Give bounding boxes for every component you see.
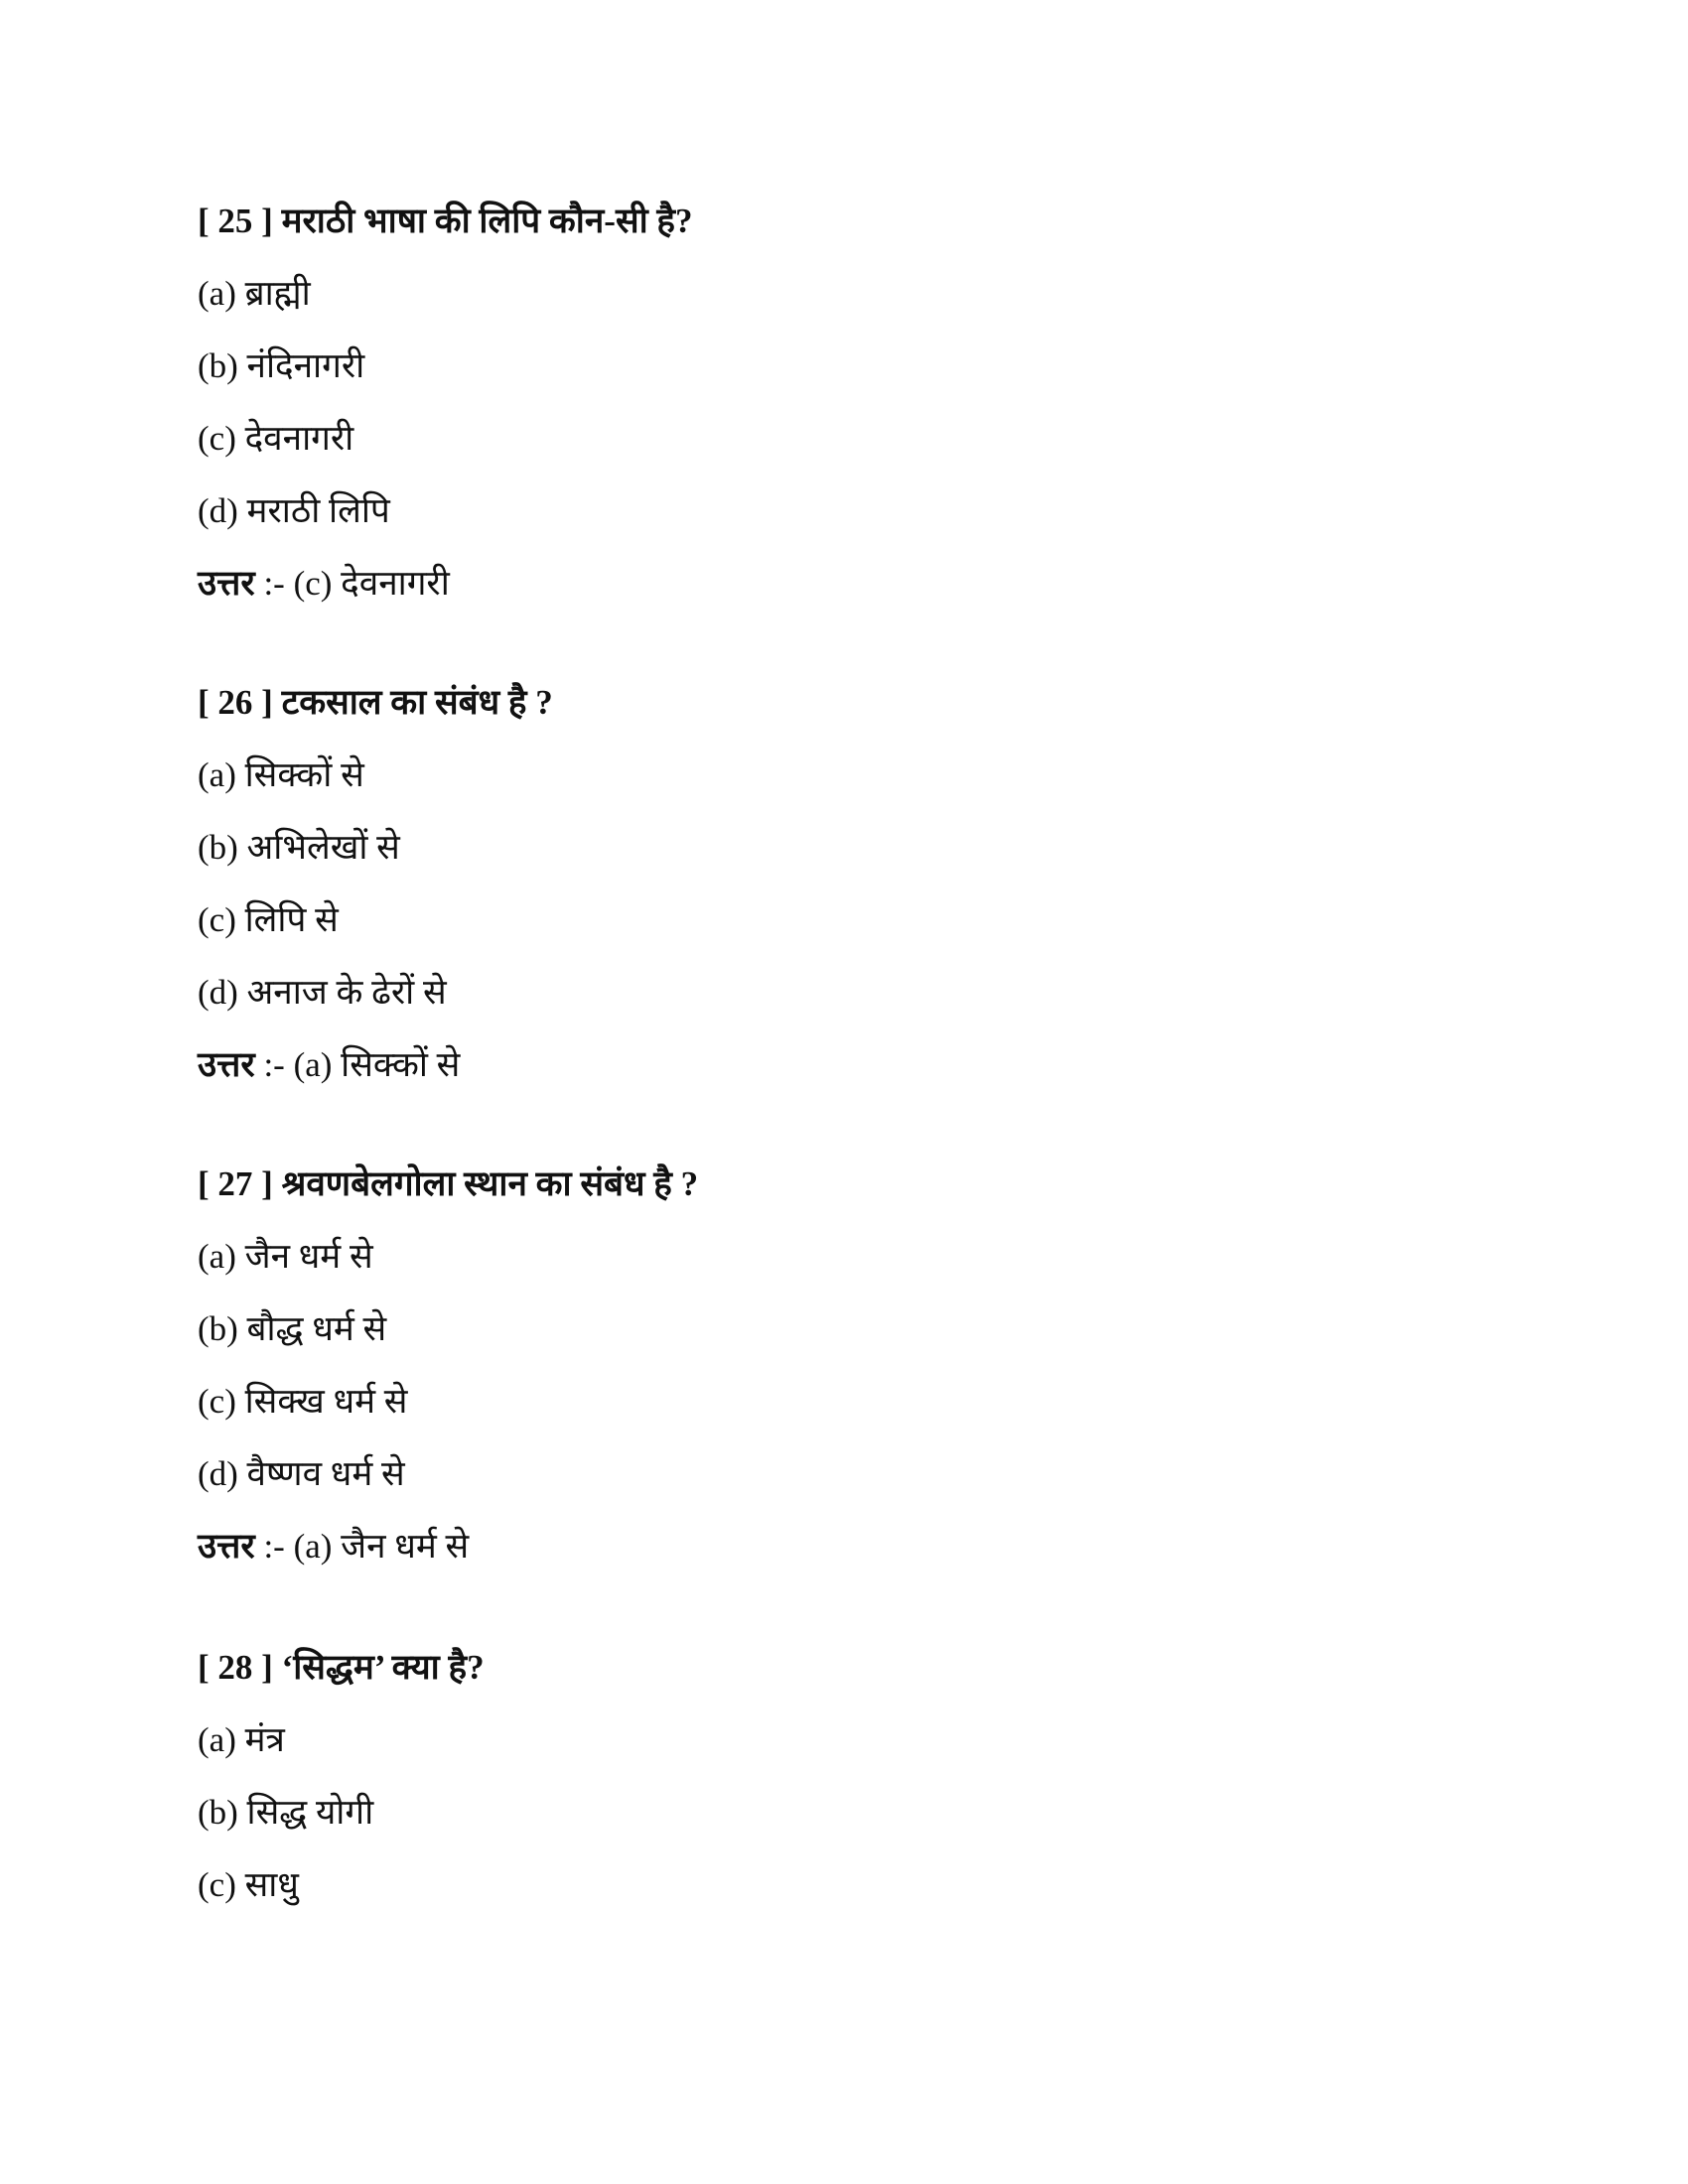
question-text: टकसाल का संबंध है ? — [281, 683, 553, 722]
option-c: (c) साधु — [198, 1865, 299, 1904]
answer-separator: :- — [254, 1527, 294, 1566]
option-a: (a) मंत्र — [198, 1720, 285, 1759]
question-28 — [198, 1631, 1488, 1921]
option-d: (d) अनाज के ढेरों से — [198, 973, 447, 1012]
question-title — [198, 1631, 1488, 1704]
option-c: (c) लिपि से — [198, 900, 339, 939]
question-number: [ 25 ] — [198, 202, 273, 240]
option-c: (c) सिक्ख धर्म से — [198, 1382, 408, 1421]
answer-text: (c) देवनागरी — [293, 564, 450, 603]
answer-separator: :- — [254, 564, 294, 603]
question-text: मराठी भाषा की लिपि कौन-सी है? — [281, 202, 693, 240]
question-title — [198, 1148, 1488, 1220]
option-d: (d) वैष्णव धर्म से — [198, 1454, 405, 1493]
question-26 — [198, 666, 1488, 1101]
answer-text: (a) सिक्कों से — [293, 1045, 461, 1084]
answer — [198, 1028, 1488, 1101]
answer — [198, 1510, 1488, 1582]
option-d: (d) मराठी लिपि — [198, 491, 390, 530]
option-b: (b) अभिलेखों से — [198, 828, 400, 867]
answer-separator: :- — [254, 1045, 294, 1084]
question-title — [198, 185, 1488, 257]
option-a: (a) जैन धर्म से — [198, 1237, 373, 1276]
answer-text: (a) जैन धर्म से — [293, 1527, 470, 1566]
question-number: [ 27 ] — [198, 1164, 273, 1203]
question-title — [198, 666, 1488, 739]
question-25 — [198, 185, 1488, 619]
option-b: (b) नंदिनागरी — [198, 346, 365, 385]
option-c: (c) देवनागरी — [198, 419, 354, 458]
answer — [198, 547, 1488, 619]
option-a: (a) ब्राह्मी — [198, 274, 311, 313]
answer-label: उत्तर — [198, 564, 255, 603]
question-number: [ 28 ] — [198, 1648, 273, 1687]
answer-label: उत्तर — [198, 1527, 255, 1566]
question-number: [ 26 ] — [198, 683, 273, 722]
question-text: श्रवणबेलगोला स्थान का संबंध है ? — [281, 1164, 699, 1203]
answer-label: उत्तर — [198, 1045, 255, 1084]
option-b: (b) सिद्ध योगी — [198, 1793, 374, 1832]
option-b: (b) बौद्ध धर्म से — [198, 1309, 387, 1348]
question-text: ‘सिद्धम’ क्या है? — [281, 1648, 485, 1687]
option-a: (a) सिक्कों से — [198, 755, 364, 794]
question-27 — [198, 1148, 1488, 1582]
